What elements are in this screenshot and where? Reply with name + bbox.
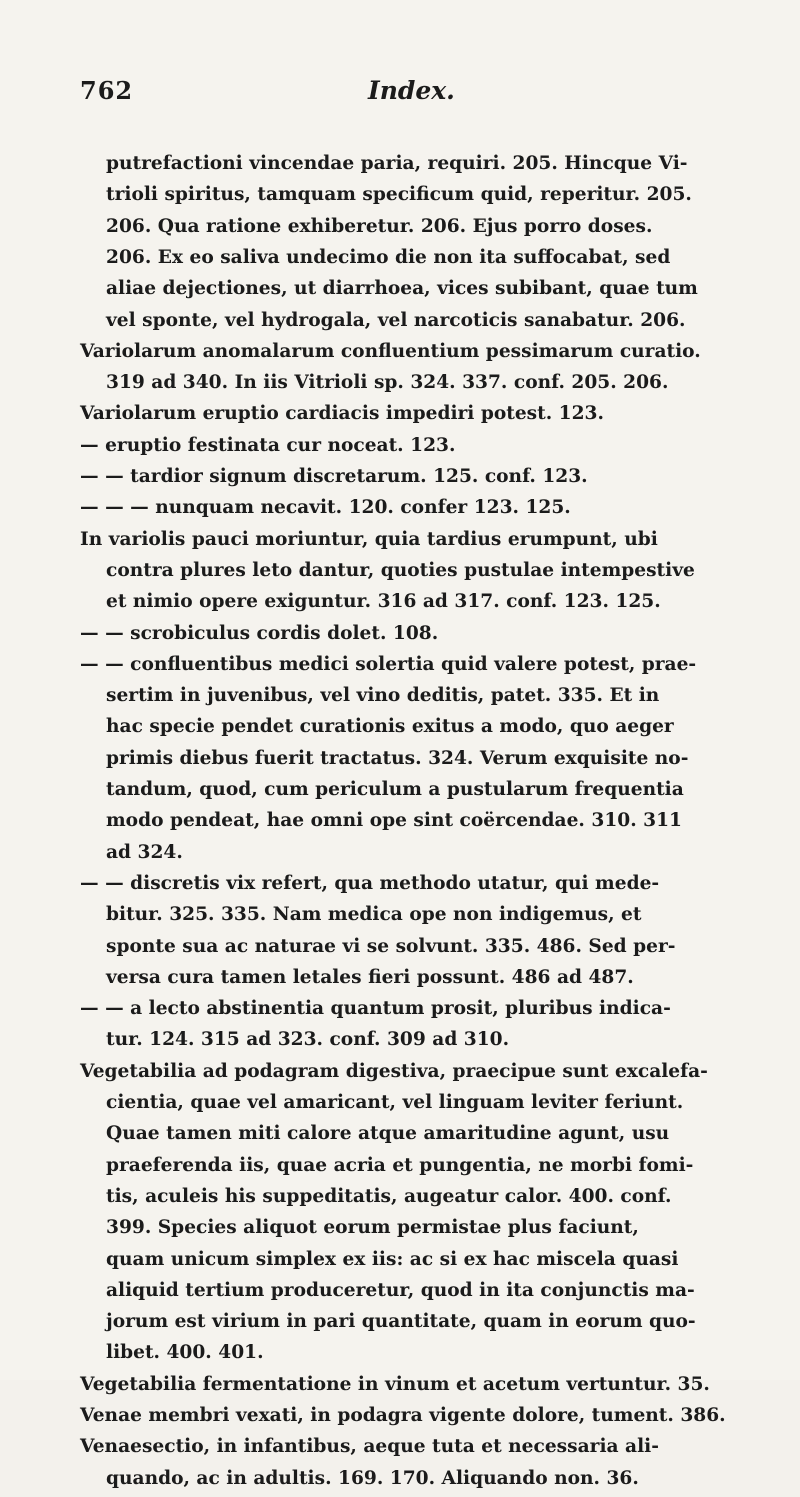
index-line-text: In variolis pauci moriuntur, quia tardius erumpunt, ubi <box>80 528 658 550</box>
index-line-text: — eruptio festinata cur noceat. 123. <box>80 434 456 456</box>
index-line-text: bitur. 325. 335. Nam medica ope non indigemus, et <box>106 904 642 926</box>
index-line-text: aliquid tertium produceretur, quod in ita conjunctis ma- <box>106 1279 695 1301</box>
page-header <box>80 76 720 116</box>
index-line-text: Venae membri vexati, in podagra vigente dolore, tument. 386. <box>80 1405 726 1426</box>
index-line-text: Venaesectio, in infantibus, aeque tuta et necessaria ali- <box>80 1436 659 1458</box>
index-line-text: modo pendeat, hae omni ope sint coërcendae. 310. 311 <box>106 810 682 832</box>
index-line-text: jorum est virium in pari quantitate, quam in eorum quo- <box>106 1311 696 1333</box>
index-line-text: 319 ad 340. In iis Vitrioli sp. 324. 337. conf. 205. 206. <box>106 372 669 394</box>
page-number: 762 <box>80 76 134 105</box>
index-line <box>106 803 682 839</box>
index-line-text: tur. 124. 315 ad 323. conf. 309 ad 310. <box>106 1029 510 1051</box>
index-line-text: 206. Qua ratione exhiberetur. 206. Ejus porro doses. <box>106 215 653 237</box>
index-line-text: contra plures leto dantur, quoties pustulae intempestive <box>106 559 695 581</box>
index-line-text: quam unicum simplex ex iis: ac si ex hac miscela quasi <box>106 1248 679 1270</box>
index-line-text: trioli spiritus, tamquam specificum quid, reperitur. 205. <box>106 184 692 206</box>
index-line-text: 206. Ex eo saliva undecimo die non ita suffocabat, sed <box>106 246 671 268</box>
index-line-text: Vegetabilia fermentatione in vinum et acetum vertuntur. 35. <box>80 1373 710 1395</box>
index-line-text: hac specie pendet curationis exitus a modo, quo aeger <box>106 716 674 738</box>
index-line-text: Quae tamen miti calore atque amaritudine agunt, usu <box>106 1123 670 1145</box>
index-line-text: quando, ac in adultis. 169. 170. Aliquando non. 36. <box>106 1467 639 1489</box>
index-line-text: 399. Species aliquot eorum permistae plus faciunt, <box>106 1217 639 1239</box>
index-line-text: putrefactioni vincendae paria, requiri. 205. Hincque Vi- <box>106 153 688 174</box>
index-line-text: tandum, quod, cum periculum a pustularum frequentia <box>106 779 684 800</box>
index-line-text: libet. 400. 401. <box>106 1342 264 1364</box>
index-line-text: primis diebus fuerit tractatus. 324. Verum exquisite no- <box>106 747 689 769</box>
index-line-text: aliae dejectiones, ut diarrhoea, vices subibant, quae tum <box>106 278 698 300</box>
index-line-text: — — discretis vix refert, qua methodo utatur, qui mede- <box>80 872 660 894</box>
index-line-text: sertim in juvenibus, vel vino deditis, patet. 335. Et in <box>106 685 660 707</box>
index-line-text: sponte sua ac naturae vi se solvunt. 335. 486. Sed per- <box>106 935 676 957</box>
index-line-text: cientia, quae vel amaricant, vel linguam leviter feriunt. <box>106 1092 684 1113</box>
index-line-text: — — tardior signum discretarum. 125. conf. 123. <box>80 466 588 487</box>
index-line-text: — — confluentibus medici solertia quid valere potest, prae- <box>80 653 697 675</box>
index-line-text: — — scrobiculus cordis dolet. 108. <box>80 622 439 644</box>
index-line <box>106 1461 639 1497</box>
index-line-text: ad 324. <box>106 841 183 863</box>
index-line-text: Variolarum eruptio cardiacis impediri potest. 123. <box>80 403 604 425</box>
index-line-text: praeferenda iis, quae acria et pungentia, ne morbi fomi- <box>106 1154 694 1176</box>
index-line-text: tis, aculeis his suppeditatis, augeatur calor. 400. conf. <box>106 1185 672 1207</box>
index-line-text: Vegetabilia ad podagram digestiva, praecipue sunt excalefa- <box>80 1060 708 1082</box>
index-line-text: et nimio opere exiguntur. 316 ad 317. conf. 123. 125. <box>106 591 661 613</box>
index-line-text: versa cura tamen letales fieri possunt. 486 ad 487. <box>106 966 634 988</box>
index-line-text: — — — nunquam necavit. 120. confer 123. 125. <box>80 497 571 519</box>
index-line-text: vel sponte, vel hydrogala, vel narcoticis sanabatur. 206. <box>106 309 686 331</box>
index-line-text: Variolarum anomalarum confluentium pessimarum curatio. <box>80 340 701 362</box>
running-head: Index. <box>368 76 455 105</box>
index-line-text: — — a lecto abstinentia quantum prosit, pluribus indica- <box>80 998 671 1020</box>
